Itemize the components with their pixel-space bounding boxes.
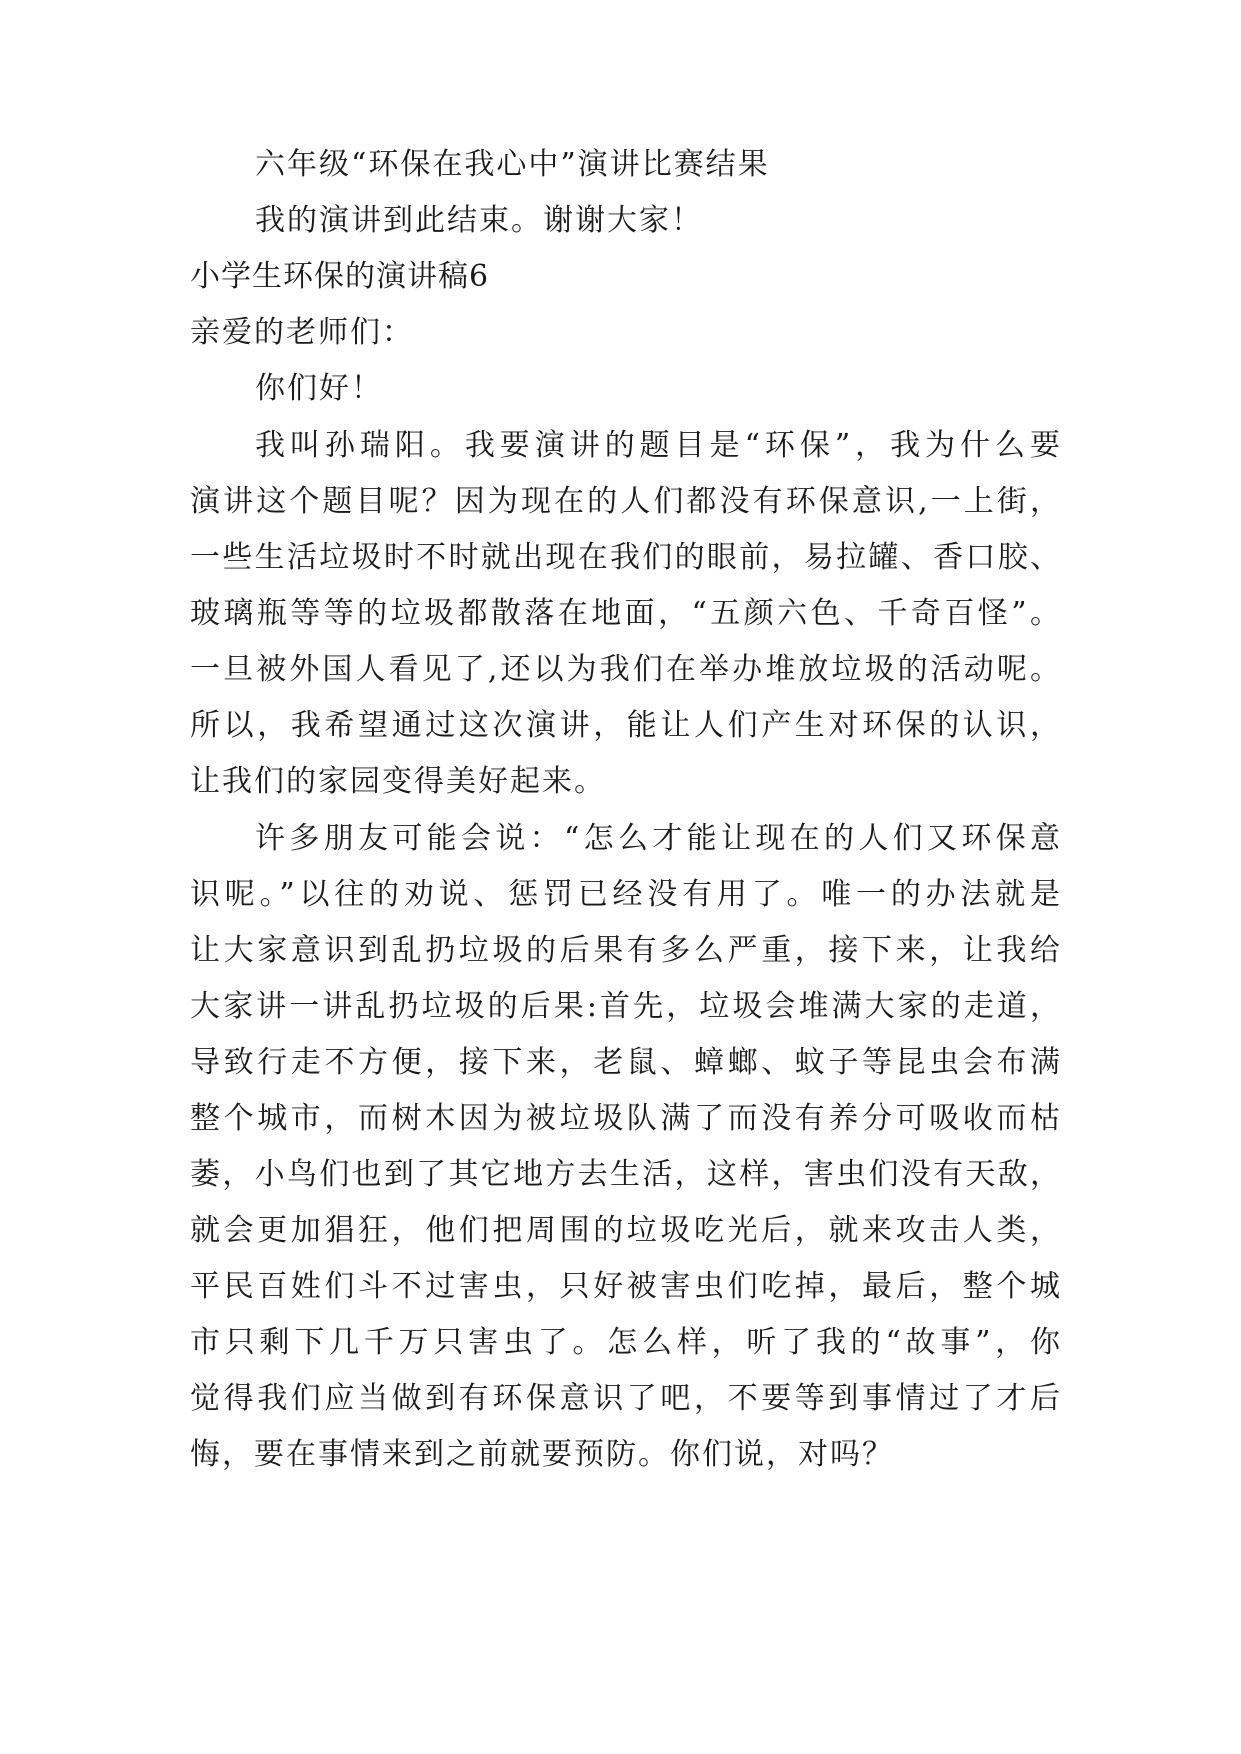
greeting: 你们好！: [255, 371, 383, 406]
paragraph-2-line-11: 觉得我们应当做到有环保意识了吧，不要等到事情过了才后: [190, 1381, 1060, 1416]
paragraph-1-line-6: 所以，我希望通过这次演讲，能让人们产生对环保的认识，: [190, 708, 1060, 743]
paragraph-2-line-7: 萎，小鸟们也到了其它地方去生活，这样，害虫们没有天敌，: [190, 1157, 1060, 1192]
paragraph-2-line-4: 大家讲一讲乱扔垃圾的后果:首先，垃圾会堆满大家的走道，: [190, 989, 1060, 1024]
text-line-closing: 我的演讲到此结束。谢谢大家！: [255, 203, 703, 238]
paragraph-1-line-3: 一些生活垃圾时不时就出现在我们的眼前，易拉罐、香口胶、: [190, 540, 1060, 575]
paragraph-2-line-5: 导致行走不方便，接下来，老鼠、蟑螂、蚊子等昆虫会布满: [190, 1045, 1060, 1080]
text-line-competition-result: 六年级“环保在我心中”演讲比赛结果: [255, 147, 770, 182]
paragraph-2-line-6: 整个城市，而树木因为被垃圾队满了而没有养分可吸收而枯: [190, 1101, 1060, 1136]
paragraph-2-line-8: 就会更加猖狂，他们把周围的垃圾吃光后，就来攻击人类，: [190, 1213, 1060, 1248]
paragraph-1-line-4: 玻璃瓶等等的垃圾都散落在地面，“五颜六色、千奇百怪”。: [190, 596, 1060, 631]
paragraph-1-line-7: 让我们的家园变得美好起来。: [190, 764, 606, 799]
paragraph-2-line-3: 让大家意识到乱扔垃圾的后果有多么严重，接下来，让我给: [190, 933, 1060, 968]
paragraph-2-line-2: 识呢。”以往的劝说、惩罚已经没有用了。唯一的办法就是: [190, 877, 1060, 912]
paragraph-1-line-5: 一旦被外国人看见了,还以为我们在举办堆放垃圾的活动呢。: [190, 652, 1060, 687]
salutation: 亲爱的老师们：: [190, 315, 414, 350]
section-heading: 小学生环保的演讲稿6: [190, 259, 490, 294]
paragraph-2-line-1: 许多朋友可能会说：“怎么才能让现在的人们又环保意: [255, 821, 1060, 856]
paragraph-2-line-9: 平民百姓们斗不过害虫，只好被害虫们吃掉，最后，整个城: [190, 1269, 1060, 1304]
paragraph-2-line-10: 市只剩下几千万只害虫了。怎么样，听了我的“故事”，你: [190, 1325, 1060, 1360]
paragraph-1-line-2: 演讲这个题目呢？因为现在的人们都没有环保意识,一上街，: [190, 484, 1060, 519]
paragraph-2-line-12: 悔，要在事情来到之前就要预防。你们说，对吗？: [190, 1437, 894, 1472]
paragraph-1-line-1: 我叫孙瑞阳。我要演讲的题目是“环保”，我为什么要: [255, 428, 1060, 463]
